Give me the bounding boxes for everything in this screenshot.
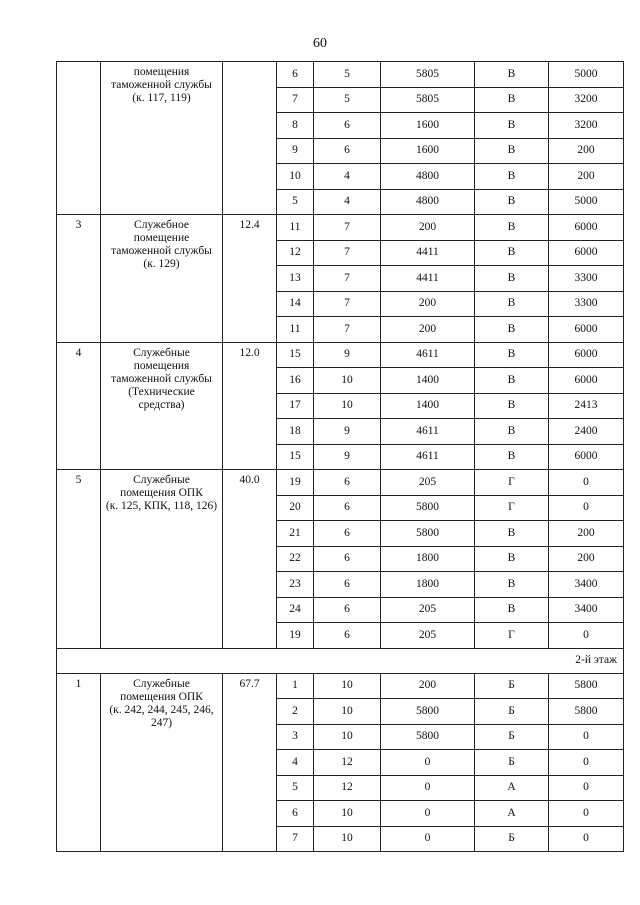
value-c: 200 bbox=[549, 138, 624, 164]
value-c: 2413 bbox=[549, 393, 624, 419]
room-description: Служебные помещения ОПК (к. 125, КПК, 118, 126) bbox=[105, 474, 218, 512]
point-number: 14 bbox=[277, 291, 314, 317]
value-c: 6000 bbox=[549, 444, 624, 470]
value-c: 200 bbox=[549, 546, 624, 572]
value-c: 5000 bbox=[549, 189, 624, 215]
category-letter: В bbox=[475, 266, 549, 292]
value-a: 12 bbox=[314, 775, 381, 801]
value-a: 6 bbox=[314, 470, 381, 496]
value-c: 0 bbox=[549, 750, 624, 776]
value-b: 200 bbox=[381, 215, 475, 241]
category-letter: Б bbox=[475, 826, 549, 852]
point-number: 4 bbox=[277, 750, 314, 776]
value-a: 6 bbox=[314, 495, 381, 521]
point-number: 15 bbox=[277, 342, 314, 368]
category-letter: В bbox=[475, 419, 549, 445]
value-b: 205 bbox=[381, 623, 475, 649]
category-letter: В bbox=[475, 546, 549, 572]
value-c: 5800 bbox=[549, 699, 624, 725]
room-description-cell bbox=[101, 673, 223, 852]
point-number: 2 bbox=[277, 699, 314, 725]
value-a: 7 bbox=[314, 317, 381, 343]
value-b: 0 bbox=[381, 750, 475, 776]
value-c: 0 bbox=[549, 826, 624, 852]
value-a: 5 bbox=[314, 62, 381, 88]
value-b: 205 bbox=[381, 470, 475, 496]
value-c: 0 bbox=[549, 623, 624, 649]
value-a: 6 bbox=[314, 138, 381, 164]
value-c: 2400 bbox=[549, 419, 624, 445]
point-number: 19 bbox=[277, 623, 314, 649]
room-description: Служебное помещение таможенной службы (к. 129) bbox=[111, 219, 212, 270]
room-area: 12.4 bbox=[223, 215, 277, 343]
value-a: 6 bbox=[314, 623, 381, 649]
point-number: 11 bbox=[277, 317, 314, 343]
point-number: 3 bbox=[277, 724, 314, 750]
floor-label: 2-й этаж bbox=[57, 648, 624, 673]
category-letter: В bbox=[475, 317, 549, 343]
value-c: 0 bbox=[549, 775, 624, 801]
value-b: 4611 bbox=[381, 419, 475, 445]
value-b: 1600 bbox=[381, 113, 475, 139]
value-c: 6000 bbox=[549, 317, 624, 343]
value-b: 1400 bbox=[381, 393, 475, 419]
value-b: 1800 bbox=[381, 546, 475, 572]
room-number: 4 bbox=[57, 342, 101, 470]
room-area: 40.0 bbox=[223, 470, 277, 649]
value-b: 200 bbox=[381, 673, 475, 699]
value-b: 0 bbox=[381, 801, 475, 827]
value-c: 3200 bbox=[549, 87, 624, 113]
point-number: 9 bbox=[277, 138, 314, 164]
value-b: 4800 bbox=[381, 189, 475, 215]
room-area bbox=[223, 62, 277, 215]
category-letter: В bbox=[475, 215, 549, 241]
value-b: 1400 bbox=[381, 368, 475, 394]
point-number: 19 bbox=[277, 470, 314, 496]
value-a: 5 bbox=[314, 87, 381, 113]
point-number: 17 bbox=[277, 393, 314, 419]
point-number: 15 bbox=[277, 444, 314, 470]
floor-header-row bbox=[57, 648, 624, 673]
point-number: 16 bbox=[277, 368, 314, 394]
room-number bbox=[57, 62, 101, 215]
value-b: 5800 bbox=[381, 521, 475, 547]
point-number: 11 bbox=[277, 215, 314, 241]
point-number: 22 bbox=[277, 546, 314, 572]
point-number: 12 bbox=[277, 240, 314, 266]
category-letter: А bbox=[475, 775, 549, 801]
value-a: 6 bbox=[314, 572, 381, 598]
value-c: 0 bbox=[549, 495, 624, 521]
category-letter: В bbox=[475, 113, 549, 139]
room-number: 5 bbox=[57, 470, 101, 649]
category-letter: В bbox=[475, 597, 549, 623]
value-a: 10 bbox=[314, 699, 381, 725]
value-a: 10 bbox=[314, 801, 381, 827]
point-number: 6 bbox=[277, 801, 314, 827]
value-b: 5800 bbox=[381, 724, 475, 750]
point-number: 13 bbox=[277, 266, 314, 292]
category-letter: В bbox=[475, 368, 549, 394]
category-letter: В bbox=[475, 164, 549, 190]
value-a: 10 bbox=[314, 826, 381, 852]
table-row bbox=[57, 62, 624, 88]
value-a: 10 bbox=[314, 724, 381, 750]
point-number: 18 bbox=[277, 419, 314, 445]
value-a: 9 bbox=[314, 419, 381, 445]
category-letter: Б bbox=[475, 673, 549, 699]
category-letter: В bbox=[475, 521, 549, 547]
value-c: 0 bbox=[549, 801, 624, 827]
value-c: 6000 bbox=[549, 240, 624, 266]
room-description-cell bbox=[101, 62, 223, 215]
value-b: 4411 bbox=[381, 266, 475, 292]
category-letter: Б bbox=[475, 750, 549, 776]
category-letter: В bbox=[475, 189, 549, 215]
value-a: 9 bbox=[314, 342, 381, 368]
value-b: 200 bbox=[381, 317, 475, 343]
point-number: 7 bbox=[277, 87, 314, 113]
value-c: 200 bbox=[549, 164, 624, 190]
category-letter: Б bbox=[475, 699, 549, 725]
value-a: 12 bbox=[314, 750, 381, 776]
room-number: 1 bbox=[57, 673, 101, 852]
value-a: 6 bbox=[314, 546, 381, 572]
point-number: 6 bbox=[277, 62, 314, 88]
value-b: 205 bbox=[381, 597, 475, 623]
value-c: 200 bbox=[549, 521, 624, 547]
table-row bbox=[57, 215, 624, 241]
value-b: 5805 bbox=[381, 87, 475, 113]
point-number: 21 bbox=[277, 521, 314, 547]
value-a: 6 bbox=[314, 597, 381, 623]
category-letter: Г bbox=[475, 495, 549, 521]
value-a: 10 bbox=[314, 393, 381, 419]
value-c: 6000 bbox=[549, 215, 624, 241]
point-number: 23 bbox=[277, 572, 314, 598]
point-number: 8 bbox=[277, 113, 314, 139]
value-c: 5000 bbox=[549, 62, 624, 88]
room-area: 12.0 bbox=[223, 342, 277, 470]
table-row bbox=[57, 342, 624, 368]
value-a: 10 bbox=[314, 673, 381, 699]
page-number: 60 bbox=[313, 36, 327, 51]
value-b: 4411 bbox=[381, 240, 475, 266]
rooms-table bbox=[56, 61, 624, 852]
value-a: 4 bbox=[314, 164, 381, 190]
table-row bbox=[57, 673, 624, 699]
room-description-cell bbox=[101, 342, 223, 470]
room-description: Служебные помещения ОПК (к. 242, 244, 245, 246, 247) bbox=[109, 677, 214, 729]
value-a: 7 bbox=[314, 215, 381, 241]
value-b: 4611 bbox=[381, 444, 475, 470]
value-c: 6000 bbox=[549, 368, 624, 394]
value-c: 0 bbox=[549, 470, 624, 496]
room-description-cell bbox=[101, 470, 223, 649]
value-c: 3300 bbox=[549, 266, 624, 292]
value-a: 7 bbox=[314, 240, 381, 266]
value-a: 7 bbox=[314, 266, 381, 292]
point-number: 24 bbox=[277, 597, 314, 623]
value-c: 3200 bbox=[549, 113, 624, 139]
value-b: 5800 bbox=[381, 495, 475, 521]
point-number: 5 bbox=[277, 775, 314, 801]
value-a: 9 bbox=[314, 444, 381, 470]
point-number: 7 bbox=[277, 826, 314, 852]
value-a: 7 bbox=[314, 291, 381, 317]
category-letter: В bbox=[475, 444, 549, 470]
value-b: 0 bbox=[381, 826, 475, 852]
value-a: 6 bbox=[314, 521, 381, 547]
value-b: 1600 bbox=[381, 138, 475, 164]
category-letter: Б bbox=[475, 724, 549, 750]
room-description-cell bbox=[101, 215, 223, 343]
value-b: 200 bbox=[381, 291, 475, 317]
category-letter: В bbox=[475, 342, 549, 368]
category-letter: В bbox=[475, 393, 549, 419]
category-letter: В bbox=[475, 138, 549, 164]
value-b: 4611 bbox=[381, 342, 475, 368]
value-b: 1800 bbox=[381, 572, 475, 598]
category-letter: В bbox=[475, 87, 549, 113]
value-c: 3400 bbox=[549, 597, 624, 623]
table-row bbox=[57, 470, 624, 496]
value-c: 3300 bbox=[549, 291, 624, 317]
point-number: 5 bbox=[277, 189, 314, 215]
value-b: 5805 bbox=[381, 62, 475, 88]
value-a: 10 bbox=[314, 368, 381, 394]
room-area: 67.7 bbox=[223, 673, 277, 852]
value-c: 6000 bbox=[549, 342, 624, 368]
value-b: 5800 bbox=[381, 699, 475, 725]
point-number: 1 bbox=[277, 673, 314, 699]
category-letter: В bbox=[475, 240, 549, 266]
category-letter: В bbox=[475, 572, 549, 598]
value-c: 3400 bbox=[549, 572, 624, 598]
point-number: 10 bbox=[277, 164, 314, 190]
category-letter: Г bbox=[475, 470, 549, 496]
value-b: 0 bbox=[381, 775, 475, 801]
room-description: помещения таможенной службы (к. 117, 119) bbox=[111, 66, 212, 104]
room-number: 3 bbox=[57, 215, 101, 343]
value-b: 4800 bbox=[381, 164, 475, 190]
category-letter: В bbox=[475, 291, 549, 317]
value-a: 6 bbox=[314, 113, 381, 139]
category-letter: В bbox=[475, 62, 549, 88]
value-c: 5800 bbox=[549, 673, 624, 699]
point-number: 20 bbox=[277, 495, 314, 521]
room-description: Служебные помещения таможенной службы (Технические средства) bbox=[111, 346, 212, 411]
value-a: 4 bbox=[314, 189, 381, 215]
category-letter: Г bbox=[475, 623, 549, 649]
value-c: 0 bbox=[549, 724, 624, 750]
category-letter: А bbox=[475, 801, 549, 827]
